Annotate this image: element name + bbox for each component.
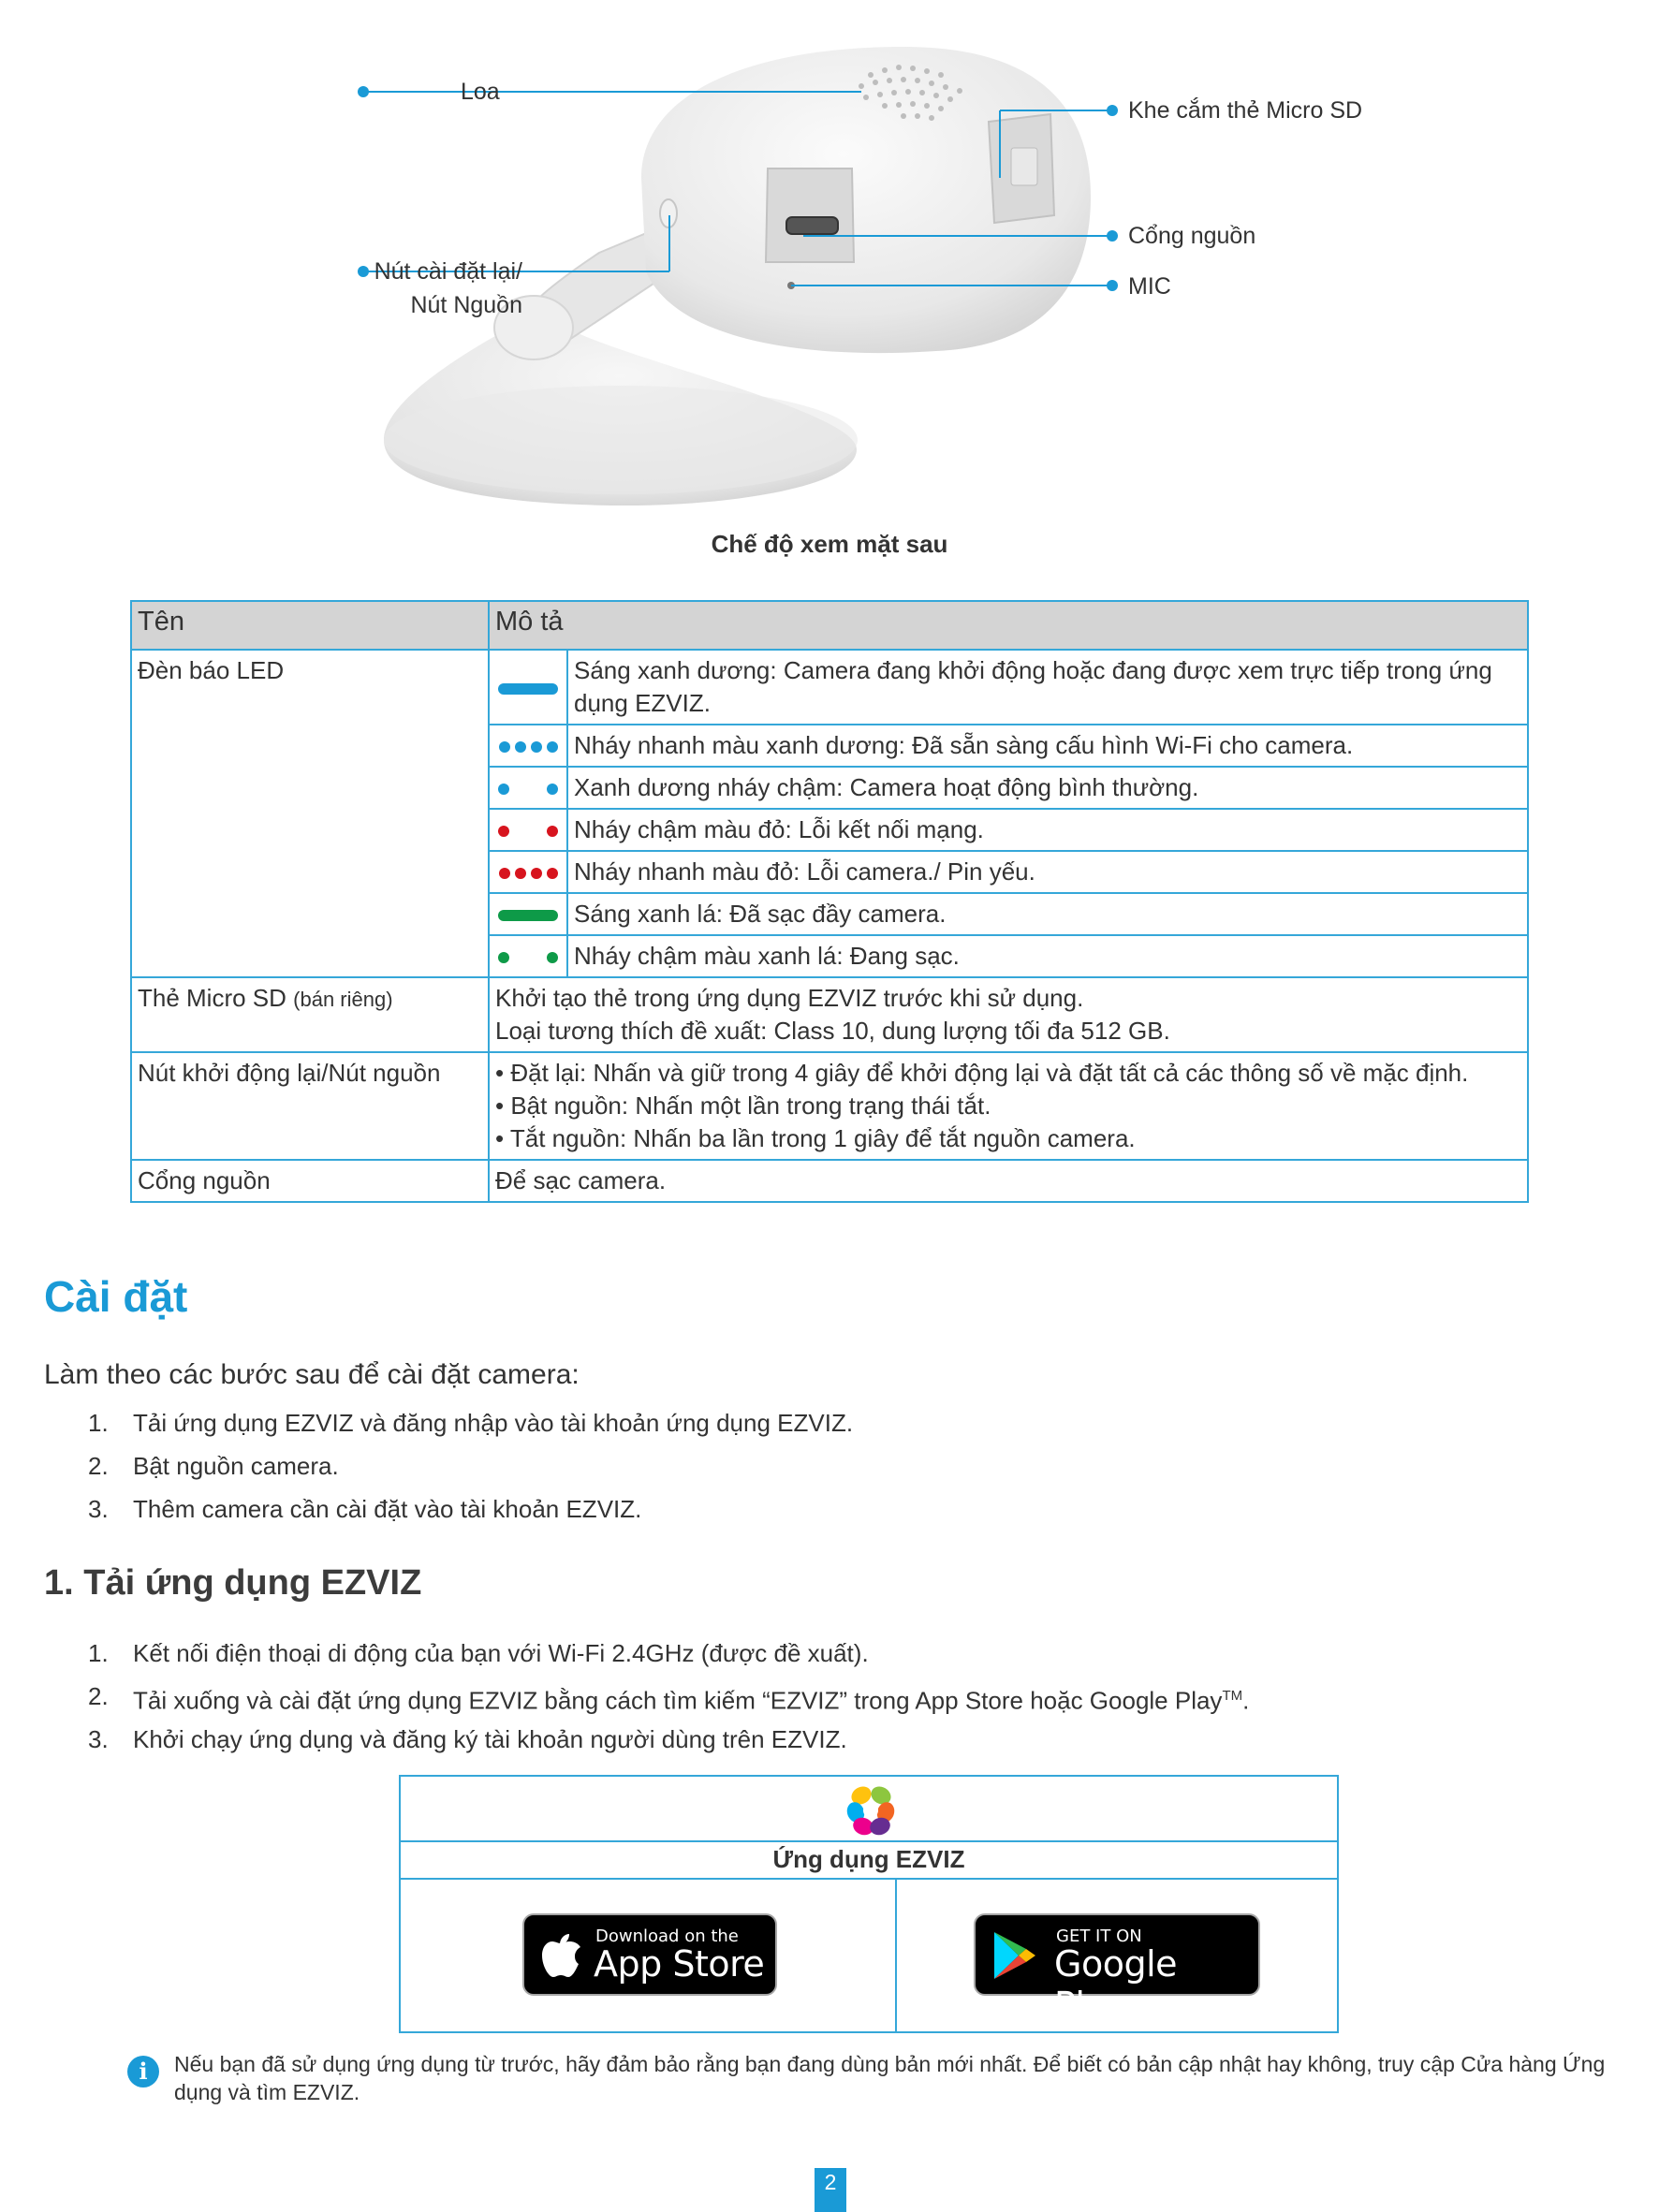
list-item [44,1487,853,1531]
led-desc-slow-blink-blue: Xanh dương nháy chậm: Camera hoạt động bình thường. [567,767,1528,809]
trademark-sup: TM [1222,1688,1243,1704]
table-row [131,1160,1528,1202]
callout-reset-line2: Nút Nguồn [410,292,522,318]
step-text: Tải xuống và cài đặt ứng dụng EZVIZ bằng cách tìm kiếm “EZVIZ” trong App Store hoặc Google Play [133,1686,1223,1715]
page-number: 2 [815,2168,846,2212]
led-indicator-fast-blink-red [489,851,567,893]
app-store-big-text: App Store [594,1943,765,1985]
apple-icon [541,1932,582,1979]
led-indicator-slow-blink-green [489,935,567,977]
step-number: 3. [88,1725,109,1753]
reset-bullet: • Bật nguồn: Nhấn một lần trong trạng thái tắt. [495,1091,991,1120]
note-text: Nếu bạn đã sử dụng ứng dụng từ trước, hãy đảm bảo rằng bạn đang dùng bản mới nhất. Để biết có bản cập nhật hay không, truy cập Cửa hàng Ứng dụng và tìm EZVIZ. [174,2052,1606,2104]
callout-power-port: Cổng nguồn [1128,223,1256,249]
step-text: Khởi chạy ứng dụng và đăng ký tài khoản người dùng trên EZVIZ. [133,1725,847,1753]
fast-blink-red-dots-icon [499,868,558,879]
callout-reset-line1: Nút cài đặt lại/ [374,258,522,285]
google-play-badge[interactable] [974,1913,1260,2026]
download-steps [44,1632,1249,1761]
led-indicator-slow-blink-red [489,809,567,851]
reset-name: Nút khởi động lại/Nút nguồn [131,1052,489,1160]
sd-desc [489,977,1528,1052]
spec-table-header-row [131,601,1528,650]
slow-blink-green-dots-icon [498,952,558,963]
step-text: Tải ứng dụng EZVIZ và đăng nhập vào tài khoản ứng dụng EZVIZ. [133,1409,854,1437]
callout-sd-slot: Khe cắm thẻ Micro SD [1128,97,1363,124]
google-play-small-text: GET IT ON [1056,1926,1142,1946]
led-indicator-fast-blink-blue [489,725,567,767]
step-number: 2. [88,1452,109,1480]
app-store-small-text: Download on the [595,1926,739,1946]
spec-table [130,600,1529,1203]
reset-desc [489,1052,1528,1160]
callout-mic: MIC [1128,273,1171,300]
led-desc-slow-blink-green: Nháy chậm màu xanh lá: Đang sạc. [567,935,1528,977]
power-desc: Để sạc camera. [489,1160,1528,1202]
step-text-end: . [1242,1686,1250,1715]
camera-rear-view-figure [356,37,1442,534]
app-logo-row [401,1777,1337,1842]
solid-blue-bar-icon [498,683,558,695]
sd-name-note: (bán riêng) [293,988,393,1011]
list-item [44,1632,1249,1675]
led-desc-line: dụng EZVIZ. [574,689,711,717]
column-divider [895,1880,897,2031]
step-number: 1. [88,1409,109,1437]
led-desc-solid-blue [567,650,1528,725]
header-description: Mô tả [489,601,1528,650]
reset-bullet: • Đặt lại: Nhấn và giữ trong 4 giây để khởi động lại và đặt tất cả các thông số về mặc định. [495,1059,1469,1087]
sd-name-label: Thẻ Micro SD [138,984,286,1012]
sd-name [131,977,489,1052]
step-text: Thêm camera cần cài đặt vào tài khoản EZVIZ. [133,1495,642,1523]
app-store-badge[interactable] [522,1913,777,1996]
step-number: 2. [88,1682,109,1710]
google-play-big-text: Google Play [1054,1943,1178,2026]
callout-speaker: Loa [461,79,500,105]
table-row [131,650,1528,725]
table-row [131,1052,1528,1160]
led-desc-line: Sáng xanh dương: Camera đang khởi động hoặc đang được xem trực tiếp trong ứng [574,656,1492,684]
reset-bullet: • Tắt nguồn: Nhấn ba lần trong 1 giây để tắt nguồn camera. [495,1124,1136,1152]
list-item [44,1675,1249,1718]
step-number: 1. [88,1639,109,1667]
google-play-icon [992,1930,1037,1981]
list-item [44,1718,1249,1761]
table-row [131,977,1528,1052]
download-heading: 1. Tải ứng dụng EZVIZ [44,1563,422,1603]
slow-blink-red-dots-icon [498,826,558,837]
info-icon: i [127,2056,159,2087]
app-download-table [399,1775,1339,2033]
install-intro: Làm theo các bước sau để cài đặt camera: [44,1359,580,1390]
sd-desc-line: Khởi tạo thẻ trong ứng dụng EZVIZ trước khi sử dụng. [495,984,1084,1012]
install-heading: Cài đặt [44,1272,188,1321]
solid-green-bar-icon [498,910,558,921]
led-desc-fast-blink-blue: Nháy nhanh màu xanh dương: Đã sẵn sàng cấu hình Wi-Fi cho camera. [567,725,1528,767]
led-indicator-solid-blue [489,650,567,725]
fast-blink-blue-dots-icon [499,741,558,753]
header-name: Tên [131,601,489,650]
figure-caption: Chế độ xem mặt sau [711,530,948,558]
led-desc-solid-green: Sáng xanh lá: Đã sạc đầy camera. [567,893,1528,935]
sd-desc-line: Loại tương thích đề xuất: Class 10, dung lượng tối đa 512 GB. [495,1017,1170,1045]
led-desc-slow-blink-red: Nháy chậm màu đỏ: Lỗi kết nối mạng. [567,809,1528,851]
led-indicator-solid-green [489,893,567,935]
led-indicator-slow-blink-blue [489,767,567,809]
power-name: Cổng nguồn [131,1160,489,1202]
led-name: Đèn báo LED [131,650,489,977]
led-desc-fast-blink-red: Nháy nhanh màu đỏ: Lỗi camera./ Pin yếu. [567,851,1528,893]
install-steps [44,1401,853,1531]
store-badges-row [401,1880,1337,2031]
list-item [44,1444,853,1487]
ezviz-logo-icon [843,1782,899,1837]
step-number: 3. [88,1495,109,1523]
step-text: Kết nối điện thoại di động của bạn với Wi-Fi 2.4GHz (được đề xuất). [133,1639,869,1667]
slow-blink-blue-dots-icon [498,784,558,795]
list-item [44,1401,853,1444]
app-name: Ứng dụng EZVIZ [401,1840,1337,1880]
step-text: Bật nguồn camera. [133,1452,339,1480]
